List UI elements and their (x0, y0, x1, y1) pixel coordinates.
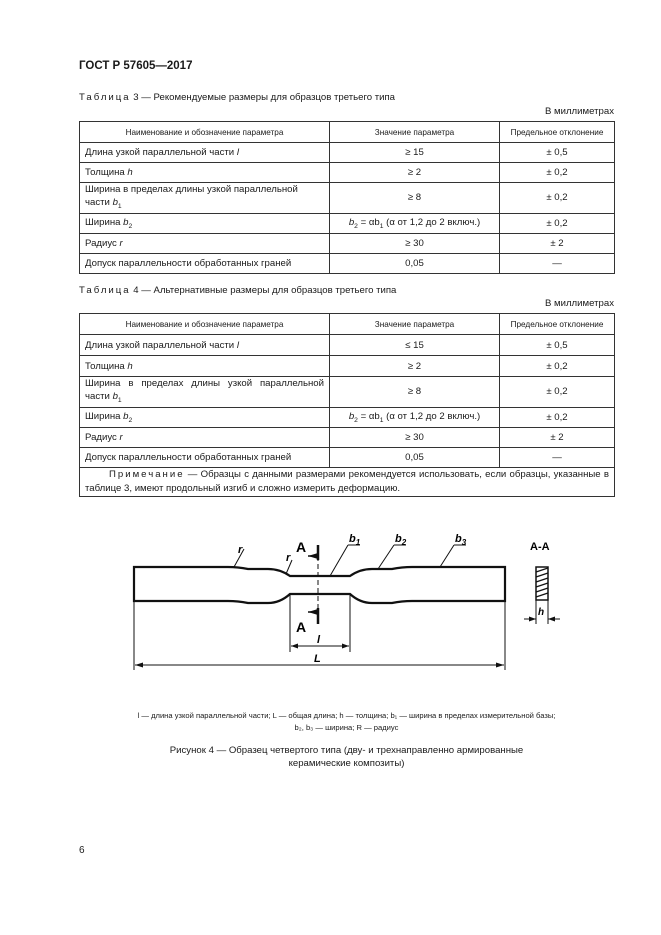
table-row (80, 233, 615, 253)
specimen-figure (0, 520, 661, 670)
b3-leader (440, 545, 454, 567)
table3-col-tolerance: Предельное отклонение (500, 122, 615, 143)
param-tolerance: — (500, 447, 615, 467)
param-value: $b_2 = \alpha b_1$ (α от 1,2 до 2 включ.) (330, 407, 500, 427)
table3-caption-label: Таблица (79, 92, 131, 103)
table4-col-tolerance: Предельное отклонение (500, 314, 615, 335)
table4-caption-label: Таблица (79, 285, 131, 296)
table3-col-value: Значение параметра (330, 122, 500, 143)
table-row (80, 427, 615, 447)
table-row (80, 356, 615, 377)
label-r1: r (238, 544, 243, 556)
arrow-icon (529, 617, 536, 622)
table4-note (80, 467, 615, 496)
table4-note-row (80, 467, 615, 496)
arrow-icon (135, 663, 143, 668)
param-value: ≤ 15 (330, 335, 500, 356)
figure-legend-line1: l — длина узкой параллельной части; L — общая длина; h — толщина; b₁ — ширина в пределах измерительной базы; (137, 711, 556, 720)
table4-col-value: Значение параметра (330, 314, 500, 335)
label-b2: $b_2$ (395, 533, 407, 547)
table3-caption (79, 92, 395, 103)
table-row (80, 183, 615, 214)
label-r2: r (286, 552, 291, 564)
table-row (80, 447, 615, 467)
table-row (80, 253, 615, 273)
label-section-a-bottom: A (296, 619, 307, 635)
figure-legend (79, 710, 614, 734)
dimension-lines (134, 545, 505, 670)
table-row (80, 213, 615, 233)
table-row (80, 335, 615, 356)
param-tolerance: ± 0,2 (500, 163, 615, 183)
param-value: ≥ 30 (330, 427, 500, 447)
param-name: Допуск параллельности обработанных граней (80, 253, 330, 273)
param-name: Радиус r (80, 427, 330, 447)
param-value: $b_2 = \alpha b_1$ (α от 1,2 до 2 включ.) (330, 213, 500, 233)
param-name: Длина узкой параллельной части l (80, 335, 330, 356)
param-tolerance: ± 0,2 (500, 213, 615, 233)
label-b3: $b_3$ (455, 533, 467, 547)
note-text: — Образцы с данными размерами рекомендуется использовать, если образцы, указанные в таблице 3, имеют продольный изгиб и сложно измерить деформацию. (85, 468, 609, 494)
arrowheads (135, 553, 504, 668)
figure-title-line1: Рисунок 4 — Образец четвертого типа (дву- и трехнаправленно армированные (169, 745, 524, 756)
param-name: Длина узкой параллельной части l (80, 143, 330, 163)
table3-header-row (80, 122, 615, 143)
param-value: ≥ 30 (330, 233, 500, 253)
table4-header-row (80, 314, 615, 335)
figure-legend-line2: b₂, b₃ — ширина; R — радиус (294, 723, 399, 732)
b1-leader (330, 545, 348, 576)
arrow-icon (496, 663, 504, 668)
param-value: ≥ 2 (330, 163, 500, 183)
page-number: 6 (79, 845, 85, 856)
label-section-aa: A-A (530, 541, 550, 553)
param-name: Толщина h (80, 163, 330, 183)
table4 (79, 313, 615, 497)
table4-caption (79, 285, 396, 296)
label-section-a-top: A (296, 539, 307, 555)
table3-units: В миллиметрах (544, 106, 614, 117)
param-tolerance: ± 2 (500, 233, 615, 253)
specimen-outline (134, 567, 505, 603)
table3-col-name: Наименование и обозначение параметра (80, 122, 330, 143)
param-tolerance: ± 2 (500, 427, 615, 447)
document-header: ГОСТ Р 57605—2017 (79, 60, 193, 72)
param-name: Радиус r (80, 233, 330, 253)
label-h: h (538, 607, 545, 618)
figure-title (79, 744, 614, 770)
label-b1: $b_1$ (349, 533, 361, 547)
param-tolerance: ± 0,2 (500, 377, 615, 408)
table-row (80, 143, 615, 163)
label-l: l (317, 634, 321, 646)
param-name: Допуск параллельности обработанных граней (80, 447, 330, 467)
param-tolerance: ± 0,2 (500, 356, 615, 377)
param-name: Ширина в пределах длины узкой параллельной части $b_1$ (80, 377, 330, 408)
label-L: L (314, 653, 321, 665)
table-row (80, 377, 615, 408)
arrow-icon (291, 644, 298, 649)
param-name: Ширина $b_2$ (80, 407, 330, 427)
b2-leader (378, 545, 394, 569)
arrow-icon (548, 617, 555, 622)
param-name: Ширина в пределах длины узкой параллельной части $b_1$ (80, 183, 330, 214)
table4-col-name: Наименование и обозначение параметра (80, 314, 330, 335)
table3 (79, 121, 615, 274)
param-tolerance: ± 0,2 (500, 407, 615, 427)
table3-caption-text: 3 — Рекомендуемые размеры для образцов третьего типа (130, 92, 396, 103)
table4-units: В миллиметрах (544, 298, 614, 309)
arrow-icon (342, 644, 349, 649)
param-tolerance: ± 0,2 (500, 183, 615, 214)
param-value: 0,05 (330, 447, 500, 467)
param-value: 0,05 (330, 253, 500, 273)
figure-title-line2: керамические композиты) (288, 758, 405, 769)
param-value: ≥ 8 (330, 377, 500, 408)
param-name: Толщина h (80, 356, 330, 377)
param-tolerance: ± 0,5 (500, 143, 615, 163)
param-value: ≥ 15 (330, 143, 500, 163)
param-value: ≥ 8 (330, 183, 500, 214)
param-tolerance: — (500, 253, 615, 273)
note-label: Примечание (109, 468, 185, 480)
param-tolerance: ± 0,5 (500, 335, 615, 356)
table-row (80, 163, 615, 183)
param-value: ≥ 2 (330, 356, 500, 377)
param-name: Ширина $b_2$ (80, 213, 330, 233)
table4-caption-text: 4 — Альтернативные размеры для образцов третьего типа (130, 285, 397, 296)
table-row (80, 407, 615, 427)
